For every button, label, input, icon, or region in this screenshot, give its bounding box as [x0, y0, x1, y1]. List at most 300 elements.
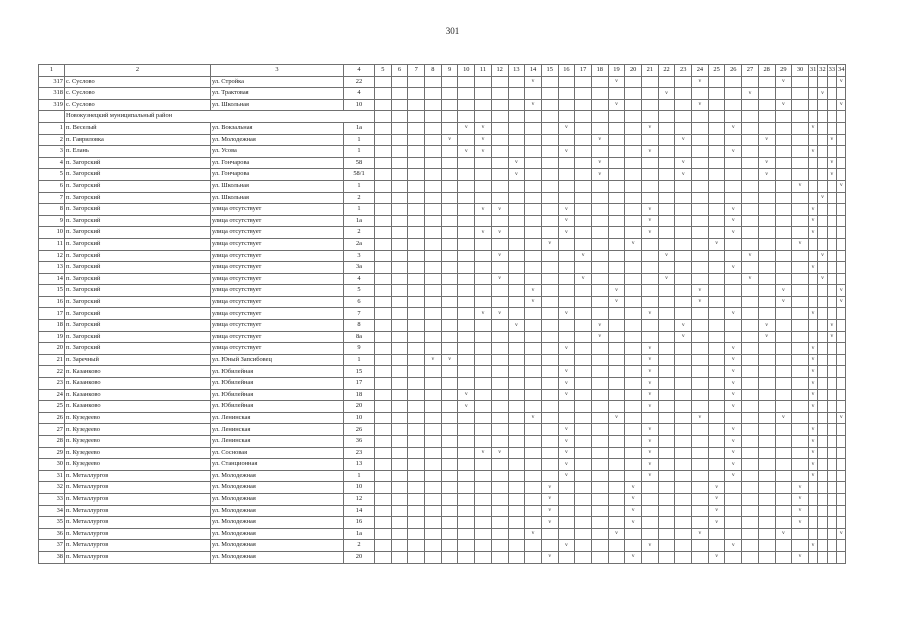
schedule-cell — [508, 215, 525, 227]
schedule-cell — [508, 180, 525, 192]
schedule-cell — [692, 517, 709, 529]
schedule-cell — [837, 343, 846, 355]
check-mark: v — [642, 122, 659, 134]
schedule-cell — [525, 204, 542, 216]
schedule-cell — [591, 436, 608, 448]
schedule-cell — [525, 180, 542, 192]
schedule-cell — [675, 99, 692, 111]
schedule-cell — [725, 320, 742, 332]
schedule-cell — [625, 76, 642, 88]
schedule-cell — [441, 320, 458, 332]
schedule-cell — [658, 343, 675, 355]
schedule-cell — [642, 551, 659, 563]
schedule-cell — [725, 331, 742, 343]
schedule-cell — [742, 227, 759, 239]
schedule-cell — [658, 505, 675, 517]
schedule-cell — [441, 204, 458, 216]
schedule-cell — [792, 389, 809, 401]
schedule-cell — [491, 88, 508, 100]
schedule-cell — [408, 204, 425, 216]
schedule-cell — [742, 540, 759, 552]
schedule-cell — [375, 180, 392, 192]
schedule-cell — [792, 169, 809, 181]
schedule-cell — [508, 366, 525, 378]
check-mark: v — [758, 320, 775, 332]
check-mark: v — [725, 470, 742, 482]
schedule-cell — [391, 250, 408, 262]
house-number-cell: 4 — [344, 88, 375, 100]
schedule-cell — [575, 436, 592, 448]
schedule-cell — [642, 238, 659, 250]
table-row — [39, 540, 846, 552]
schedule-cell — [775, 169, 792, 181]
schedule-cell — [491, 320, 508, 332]
schedule-cell — [818, 366, 827, 378]
check-mark: v — [558, 122, 575, 134]
schedule-cell — [692, 436, 709, 448]
schedule-cell — [458, 505, 475, 517]
schedule-cell — [591, 122, 608, 134]
schedule-cell — [775, 146, 792, 158]
street-cell: ул. Юный Запсибовец — [211, 354, 344, 366]
schedule-cell — [775, 436, 792, 448]
schedule-cell — [675, 88, 692, 100]
schedule-cell — [541, 169, 558, 181]
schedule-cell — [625, 169, 642, 181]
schedule-cell — [425, 343, 442, 355]
schedule-cell — [608, 447, 625, 459]
row-number: 6 — [39, 180, 65, 192]
check-mark: v — [808, 227, 817, 239]
schedule-cell — [541, 343, 558, 355]
settlement-cell: п. Металлургов — [65, 493, 211, 505]
schedule-cell — [837, 366, 846, 378]
schedule-cell — [575, 215, 592, 227]
schedule-cell — [425, 424, 442, 436]
check-mark: v — [827, 320, 836, 332]
schedule-cell — [591, 285, 608, 297]
street-cell: ул. Школьная — [211, 192, 344, 204]
settlement-cell: п. Загорский — [65, 192, 211, 204]
column-header-30: 30 — [792, 65, 809, 77]
schedule-cell — [575, 296, 592, 308]
schedule-cell — [458, 134, 475, 146]
schedule-cell — [591, 540, 608, 552]
house-number-cell: 16 — [344, 517, 375, 529]
schedule-cell — [775, 343, 792, 355]
check-mark: v — [508, 157, 525, 169]
schedule-cell — [692, 505, 709, 517]
schedule-cell — [525, 389, 542, 401]
house-number-cell: 2 — [344, 540, 375, 552]
schedule-cell — [818, 412, 827, 424]
column-header-33: 33 — [827, 65, 836, 77]
schedule-cell — [391, 517, 408, 529]
table-row — [39, 169, 846, 181]
schedule-cell — [708, 354, 725, 366]
schedule-cell — [692, 320, 709, 332]
schedule-cell — [827, 366, 836, 378]
schedule-cell — [837, 134, 846, 146]
table-row — [39, 192, 846, 204]
check-mark: v — [642, 204, 659, 216]
schedule-cell — [758, 505, 775, 517]
schedule-cell — [608, 169, 625, 181]
schedule-cell — [608, 331, 625, 343]
schedule-cell — [441, 285, 458, 297]
schedule-cell — [525, 517, 542, 529]
check-mark: v — [625, 482, 642, 494]
check-mark: v — [692, 99, 709, 111]
schedule-cell — [792, 320, 809, 332]
schedule-cell — [391, 331, 408, 343]
schedule-cell — [458, 320, 475, 332]
row-number: 14 — [39, 273, 65, 285]
street-cell: ул. Вокзальная — [211, 122, 344, 134]
schedule-cell — [458, 180, 475, 192]
schedule-cell — [827, 540, 836, 552]
check-mark: v — [827, 157, 836, 169]
schedule-cell — [708, 366, 725, 378]
schedule-cell — [391, 192, 408, 204]
schedule-cell — [818, 482, 827, 494]
check-mark: v — [642, 401, 659, 413]
check-mark: v — [458, 122, 475, 134]
schedule-cell — [441, 273, 458, 285]
schedule-cell — [725, 285, 742, 297]
schedule-cell — [575, 389, 592, 401]
schedule-cell — [525, 493, 542, 505]
schedule-cell — [675, 215, 692, 227]
schedule-cell — [575, 238, 592, 250]
check-mark: v — [725, 366, 742, 378]
schedule-cell — [758, 273, 775, 285]
schedule-cell — [475, 436, 492, 448]
column-header-13: 13 — [508, 65, 525, 77]
schedule-cell — [541, 285, 558, 297]
row-number: 24 — [39, 389, 65, 401]
schedule-cell — [475, 192, 492, 204]
schedule-cell — [575, 180, 592, 192]
schedule-cell — [675, 354, 692, 366]
schedule-cell — [391, 157, 408, 169]
column-header-3: 3 — [211, 65, 344, 77]
check-mark: v — [837, 296, 846, 308]
schedule-cell — [675, 505, 692, 517]
schedule-cell — [541, 88, 558, 100]
schedule-cell — [591, 238, 608, 250]
schedule-cell — [525, 122, 542, 134]
page-number: 301 — [445, 26, 460, 36]
column-header-21: 21 — [642, 65, 659, 77]
check-mark: v — [725, 540, 742, 552]
schedule-cell — [642, 134, 659, 146]
table-row — [39, 238, 846, 250]
table-row — [39, 459, 846, 471]
check-mark: v — [708, 505, 725, 517]
schedule-cell — [792, 447, 809, 459]
schedule-cell — [541, 470, 558, 482]
schedule-cell — [625, 192, 642, 204]
schedule-cell — [591, 262, 608, 274]
schedule-cell — [458, 482, 475, 494]
schedule-cell — [658, 331, 675, 343]
table-row — [39, 285, 846, 297]
schedule-cell — [818, 470, 827, 482]
schedule-cell — [458, 540, 475, 552]
schedule-cell — [458, 88, 475, 100]
schedule-cell — [758, 204, 775, 216]
schedule-cell — [391, 493, 408, 505]
schedule-cell — [541, 146, 558, 158]
schedule-cell — [441, 447, 458, 459]
schedule-cell — [775, 389, 792, 401]
schedule-cell — [837, 308, 846, 320]
schedule-cell — [792, 227, 809, 239]
schedule-cell — [375, 134, 392, 146]
schedule-cell — [818, 238, 827, 250]
schedule-cell — [525, 134, 542, 146]
schedule-cell — [837, 88, 846, 100]
house-number-cell: 2 — [344, 192, 375, 204]
schedule-cell — [837, 424, 846, 436]
schedule-cell — [508, 250, 525, 262]
schedule-cell — [475, 88, 492, 100]
schedule-cell — [425, 308, 442, 320]
house-number-cell: 13 — [344, 459, 375, 471]
check-mark: v — [541, 517, 558, 529]
check-mark: v — [642, 354, 659, 366]
schedule-cell — [758, 285, 775, 297]
row-number: 1 — [39, 122, 65, 134]
schedule-cell — [758, 517, 775, 529]
schedule-cell — [591, 308, 608, 320]
schedule-cell — [425, 412, 442, 424]
check-mark: v — [808, 540, 817, 552]
check-mark: v — [725, 354, 742, 366]
schedule-cell — [408, 192, 425, 204]
schedule-cell — [658, 238, 675, 250]
schedule-cell — [391, 262, 408, 274]
schedule-cell — [375, 122, 392, 134]
settlement-cell: п. Елань — [65, 146, 211, 158]
schedule-cell — [508, 401, 525, 413]
schedule-cell — [458, 215, 475, 227]
check-mark: v — [708, 517, 725, 529]
schedule-cell — [591, 412, 608, 424]
row-number: 12 — [39, 250, 65, 262]
schedule-cell — [827, 447, 836, 459]
schedule-cell — [425, 285, 442, 297]
schedule-cell — [837, 250, 846, 262]
schedule-cell — [742, 320, 759, 332]
schedule-cell — [625, 180, 642, 192]
schedule-cell — [591, 343, 608, 355]
schedule-cell — [758, 296, 775, 308]
schedule-cell — [525, 262, 542, 274]
check-mark: v — [742, 273, 759, 285]
schedule-cell — [775, 331, 792, 343]
schedule-cell — [408, 424, 425, 436]
schedule-cell — [508, 436, 525, 448]
schedule-cell — [458, 204, 475, 216]
schedule-cell — [775, 262, 792, 274]
check-mark: v — [541, 505, 558, 517]
schedule-cell — [591, 459, 608, 471]
schedule-cell — [575, 459, 592, 471]
schedule-cell — [425, 470, 442, 482]
schedule-cell — [541, 308, 558, 320]
check-mark: v — [808, 204, 817, 216]
schedule-cell — [792, 76, 809, 88]
settlement-cell: п. Загорский — [65, 180, 211, 192]
house-number-cell: 1 — [344, 354, 375, 366]
house-number-cell: 14 — [344, 505, 375, 517]
column-header-9: 9 — [441, 65, 458, 77]
schedule-cell — [541, 180, 558, 192]
schedule-cell — [775, 366, 792, 378]
schedule-cell — [391, 180, 408, 192]
schedule-cell — [491, 424, 508, 436]
check-mark: v — [541, 238, 558, 250]
check-mark: v — [827, 331, 836, 343]
schedule-cell — [625, 296, 642, 308]
schedule-cell — [792, 308, 809, 320]
schedule-cell — [608, 378, 625, 390]
table-row — [39, 122, 846, 134]
schedule-cell — [591, 250, 608, 262]
schedule-cell — [458, 192, 475, 204]
schedule-cell — [575, 320, 592, 332]
schedule-cell — [441, 192, 458, 204]
check-mark: v — [642, 146, 659, 158]
schedule-cell — [818, 227, 827, 239]
schedule-cell — [558, 157, 575, 169]
check-mark: v — [827, 134, 836, 146]
check-mark: v — [642, 308, 659, 320]
check-mark: v — [658, 88, 675, 100]
schedule-cell — [758, 227, 775, 239]
schedule-cell — [708, 227, 725, 239]
schedule-cell — [575, 424, 592, 436]
schedule-cell — [591, 192, 608, 204]
check-mark: v — [808, 262, 817, 274]
row-number: 318 — [39, 88, 65, 100]
schedule-cell — [775, 424, 792, 436]
schedule-cell — [792, 192, 809, 204]
schedule-cell — [827, 528, 836, 540]
schedule-cell — [408, 378, 425, 390]
schedule-cell — [425, 447, 442, 459]
street-cell: улица отсутствует — [211, 215, 344, 227]
schedule-cell — [541, 111, 558, 123]
schedule-cell — [708, 528, 725, 540]
schedule-cell — [675, 250, 692, 262]
check-mark: v — [725, 262, 742, 274]
column-header-16: 16 — [558, 65, 575, 77]
schedule-cell — [827, 250, 836, 262]
check-mark: v — [808, 459, 817, 471]
check-mark: v — [475, 122, 492, 134]
schedule-cell — [658, 401, 675, 413]
schedule-cell — [375, 389, 392, 401]
schedule-cell — [708, 122, 725, 134]
schedule-cell — [708, 331, 725, 343]
schedule-cell — [575, 517, 592, 529]
schedule-cell — [375, 424, 392, 436]
schedule-cell — [827, 493, 836, 505]
check-mark: v — [642, 459, 659, 471]
schedule-cell — [575, 227, 592, 239]
check-mark: v — [642, 470, 659, 482]
schedule-cell — [375, 354, 392, 366]
row-number: 317 — [39, 76, 65, 88]
schedule-cell — [375, 227, 392, 239]
check-mark: v — [458, 389, 475, 401]
schedule-cell — [818, 134, 827, 146]
schedule-cell — [408, 366, 425, 378]
schedule-cell — [408, 389, 425, 401]
schedule-cell — [808, 76, 817, 88]
check-mark: v — [642, 343, 659, 355]
schedule-cell — [642, 111, 659, 123]
schedule-cell — [558, 76, 575, 88]
settlement-cell: п. Загорский — [65, 320, 211, 332]
schedule-cell — [692, 378, 709, 390]
check-mark: v — [708, 551, 725, 563]
schedule-cell — [491, 493, 508, 505]
schedule-cell — [742, 354, 759, 366]
column-number-header-row — [39, 65, 846, 77]
schedule-cell — [391, 204, 408, 216]
schedule-cell — [425, 528, 442, 540]
schedule-cell — [408, 169, 425, 181]
schedule-cell — [425, 320, 442, 332]
settlement-cell: п. Казанково — [65, 401, 211, 413]
schedule-cell — [692, 134, 709, 146]
schedule-cell — [375, 157, 392, 169]
schedule-cell — [491, 470, 508, 482]
schedule-cell — [818, 493, 827, 505]
table-row — [39, 447, 846, 459]
schedule-cell — [758, 250, 775, 262]
check-mark: v — [808, 122, 817, 134]
schedule-cell — [525, 551, 542, 563]
schedule-cell — [625, 447, 642, 459]
schedule-cell — [508, 76, 525, 88]
schedule-cell — [642, 76, 659, 88]
schedule-cell — [708, 192, 725, 204]
schedule-cell — [525, 482, 542, 494]
schedule-cell — [408, 354, 425, 366]
schedule-cell — [742, 436, 759, 448]
house-number-cell: 2 — [344, 227, 375, 239]
schedule-cell — [827, 227, 836, 239]
schedule-cell — [775, 354, 792, 366]
street-cell: улица отсутствует — [211, 308, 344, 320]
schedule-cell — [441, 157, 458, 169]
schedule-cell — [625, 470, 642, 482]
check-mark: v — [458, 401, 475, 413]
table-row — [39, 204, 846, 216]
table-row — [39, 412, 846, 424]
schedule-cell — [675, 459, 692, 471]
schedule-cell — [475, 215, 492, 227]
schedule-cell — [608, 122, 625, 134]
schedule-cell — [742, 412, 759, 424]
table-row — [39, 401, 846, 413]
schedule-cell — [725, 169, 742, 181]
